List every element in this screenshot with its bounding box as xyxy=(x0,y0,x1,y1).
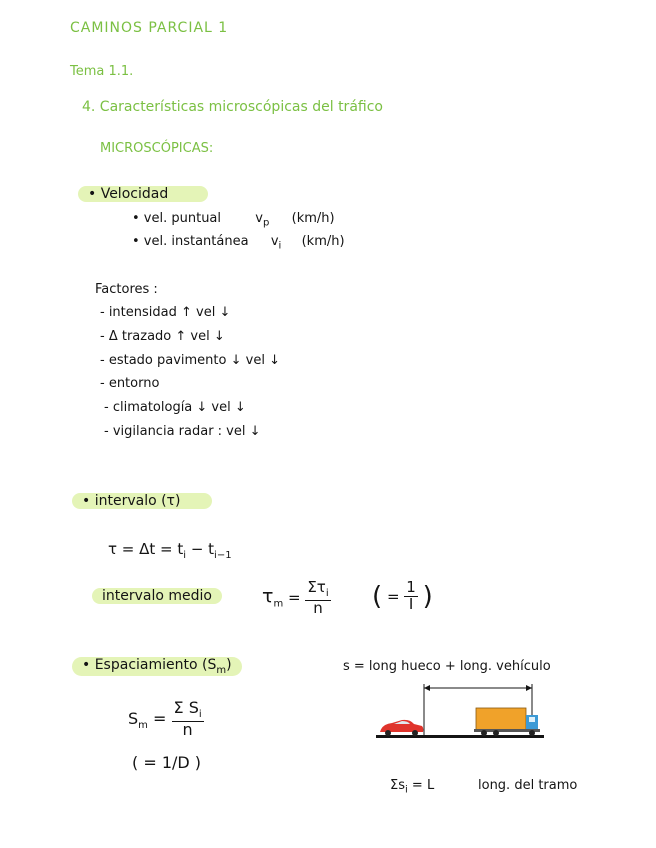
vel-instantanea-sub: i xyxy=(278,240,282,252)
intervalo-formula-sub1: i xyxy=(183,550,187,561)
factor-item: - estado pavimento ↓ vel ↓ xyxy=(100,353,280,368)
sm-symbol: S xyxy=(128,708,139,728)
alt-den: I xyxy=(408,594,414,613)
intervalo-formula-mid: − t xyxy=(186,540,215,558)
vel-puntual-symbol: v xyxy=(255,211,263,226)
intervalo-medio-formula: $\tau_m$ = $\frac{\Sigma\tau_i}{n}$ xyxy=(262,578,329,617)
alt-num: 1 xyxy=(406,578,416,596)
vel-puntual-label: • vel. puntual xyxy=(132,211,222,226)
tau-symbol: τ xyxy=(262,585,274,608)
intervalo-formula xyxy=(108,540,232,561)
velocidad-heading: • Velocidad xyxy=(78,186,208,202)
page-title: CAMINOS PARCIAL 1 xyxy=(70,20,229,36)
espaciamiento-definition: s = long hueco + long. vehículo xyxy=(343,659,551,674)
intervalo-formula-main: τ = Δt = t xyxy=(108,540,184,558)
car-icon xyxy=(380,720,423,736)
vel-instantanea-unit: (km/h) xyxy=(301,234,345,249)
intervalo-formula-sub2: i−1 xyxy=(214,550,232,561)
sm-num-sub: i xyxy=(198,709,202,721)
espaciamiento-alt: ( = 1/D ) xyxy=(132,753,202,772)
section-title: 4. Características microscópicas del tráfico xyxy=(82,99,383,115)
sm-num: Σ S xyxy=(173,698,199,717)
sm-den: n xyxy=(182,719,193,739)
sm-sub: m xyxy=(138,719,148,731)
espaciamiento-heading-text: • Espaciamiento (S xyxy=(82,657,217,673)
alt-close: ) xyxy=(422,581,433,612)
intervalo-medio-num: Στ xyxy=(307,578,326,596)
road-line xyxy=(376,735,544,738)
arrow-left-icon xyxy=(424,685,430,691)
vel-puntual-row xyxy=(132,211,335,229)
sum-rhs: = L xyxy=(407,778,435,793)
factores-heading: Factores : xyxy=(95,282,158,297)
alt-open: ( xyxy=(372,581,383,612)
vel-puntual-sub: p xyxy=(263,217,270,229)
vel-puntual-unit: (km/h) xyxy=(291,211,335,226)
factor-item: - entorno xyxy=(100,376,160,391)
tau-sub: m xyxy=(273,598,284,610)
intervalo-medio-num-sub: i xyxy=(325,588,329,599)
factor-item: - intensidad ↑ vel ↓ xyxy=(100,305,231,320)
espaciamiento-heading-sub: m xyxy=(216,664,227,676)
espaciamiento-fraction xyxy=(172,700,204,738)
sum-sub: i xyxy=(405,784,408,796)
sum-symbol: Σs xyxy=(390,778,405,793)
vel-instantanea-row xyxy=(132,234,345,252)
alt-fraction xyxy=(404,580,418,613)
factor-item: - vigilancia radar : vel ↓ xyxy=(104,424,261,439)
arrow-right-icon xyxy=(526,685,532,691)
sum-formula xyxy=(390,778,434,796)
tema-label: Tema 1.1. xyxy=(70,64,134,79)
intervalo-medio-den: n xyxy=(313,598,323,617)
factor-item: - Δ trazado ↑ vel ↓ xyxy=(100,329,225,344)
espaciamiento-formula: $S_m$ = $\frac{\Sigma S_i}{n}$ xyxy=(128,698,202,739)
intervalo-alt: ( = $\frac{1}{I}$ ) xyxy=(372,578,433,613)
subsection-title: MICROSCÓPICAS: xyxy=(100,141,214,156)
factor-item: - climatología ↓ vel ↓ xyxy=(104,400,246,415)
intervalo-heading: • intervalo (τ) xyxy=(72,493,212,509)
sum-note: long. del tramo xyxy=(478,778,578,793)
vel-instantanea-label: • vel. instantánea xyxy=(132,234,249,249)
vel-instantanea-symbol: v xyxy=(270,234,279,249)
intervalo-medio-fraction xyxy=(305,580,330,616)
espaciamiento-heading-close: ) xyxy=(226,657,232,673)
truck-icon xyxy=(474,708,540,736)
espaciamiento-heading xyxy=(72,657,242,676)
vehicle-spacing-diagram xyxy=(372,682,550,742)
intervalo-medio-label: intervalo medio xyxy=(92,588,222,604)
